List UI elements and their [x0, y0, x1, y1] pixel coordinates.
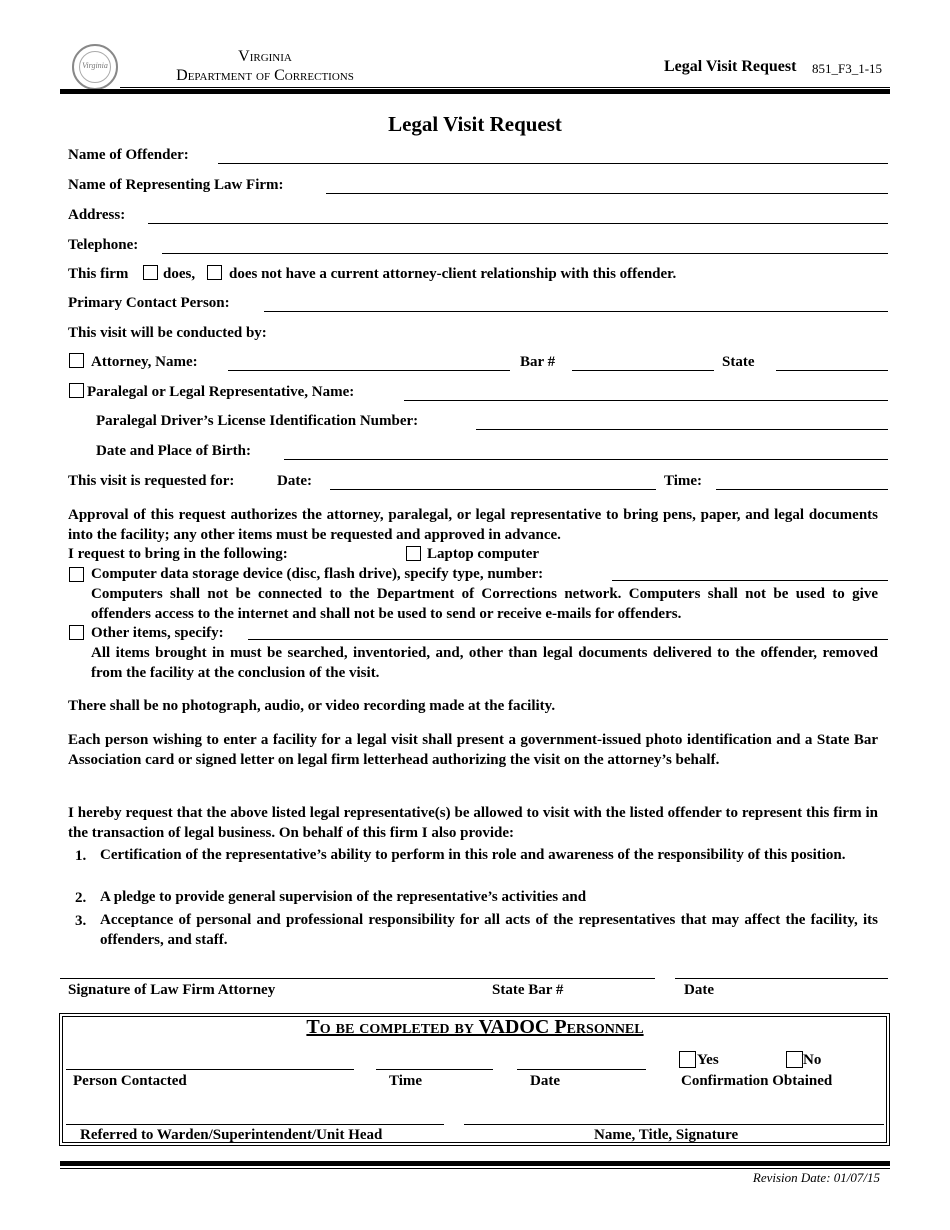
- person-contacted-label: Person Contacted: [73, 1073, 187, 1089]
- attorney-signature-label: Signature of Law Firm Attorney: [68, 982, 276, 998]
- referred-label: Referred to Warden/Superintendent/Unit Head: [80, 1127, 383, 1143]
- requested-for-label: This visit is requested for:: [68, 473, 235, 489]
- paralegal-name-label: Paralegal or Legal Representative, Name:: [87, 384, 355, 400]
- primary-contact-label: Primary Contact Person:: [68, 295, 230, 311]
- signature-date-line[interactable]: [675, 978, 888, 979]
- offender-name-label: Name of Offender:: [68, 147, 189, 163]
- paralegal-license-field[interactable]: [476, 429, 888, 430]
- visit-date-label: Date:: [277, 473, 312, 489]
- telephone-field[interactable]: [162, 253, 888, 254]
- attorney-checkbox[interactable]: [69, 353, 84, 368]
- firm-does-not-checkbox[interactable]: [207, 265, 222, 280]
- request-statement-text: I hereby request that the above listed legal representative(s) be allowed to visit with the listed offender to represent this firm in the transaction of legal business. On behalf of this firm I also provide:: [68, 805, 878, 841]
- revision-date: Revision Date: 01/07/15: [752, 1170, 880, 1185]
- confirmation-yes-checkbox[interactable]: [679, 1051, 696, 1068]
- confirmation-no-label: No: [803, 1052, 822, 1068]
- firm-does-not-label: does not have a current attorney-client relationship with this offender.: [229, 266, 677, 282]
- state-bar-label: State Bar #: [492, 982, 564, 998]
- no-recording-text: There shall be no photograph, audio, or video recording made at the facility.: [68, 698, 556, 714]
- date-place-birth-field[interactable]: [284, 459, 888, 460]
- firm-prefix-label: This firm: [68, 266, 129, 282]
- person-contacted-line[interactable]: [66, 1069, 354, 1070]
- visit-time-field[interactable]: [716, 489, 888, 490]
- paralegal-name-field[interactable]: [404, 400, 888, 401]
- attorney-signature-line[interactable]: [60, 978, 655, 979]
- search-note: All items brought in must be searched, inventoried, and, other than legal documents delivered to the offender, removed from the facility at the conclusion of the visit.: [91, 645, 878, 681]
- provision-1-number: 1.: [75, 848, 87, 864]
- other-items-field[interactable]: [248, 639, 888, 640]
- referred-line[interactable]: [66, 1124, 444, 1125]
- id-requirement-text: Each person wishing to enter a facility for a legal visit shall present a government-issued photo identification and a State Bar Association card or signed letter on legal firm letterhead authorizing the visit on the attorney’s behalf.: [68, 732, 878, 768]
- storage-field[interactable]: [612, 580, 888, 581]
- vadoc-seal-logo: Virginia: [72, 44, 118, 90]
- network-note: Computers shall not be connected to the Department of Corrections network. Computers shall not be used to give offenders access to the internet and shall not be used to send or receive e-mails for offenders.: [91, 586, 878, 622]
- header-thin-rule: [120, 87, 890, 88]
- state-label: State: [722, 354, 755, 370]
- attorney-name-label: Attorney, Name:: [91, 354, 198, 370]
- address-label: Address:: [68, 207, 126, 223]
- request-bring-label: I request to bring in the following:: [68, 546, 288, 562]
- footer-thin-rule: [60, 1168, 890, 1169]
- vadoc-date-label: Date: [530, 1073, 560, 1089]
- provision-3-text: Acceptance of personal and professional responsibility for all acts of the representatives that may affect the facility, its offenders, and staff.: [100, 912, 878, 948]
- laptop-label: Laptop computer: [427, 546, 540, 562]
- firm-does-checkbox[interactable]: [143, 265, 158, 280]
- vadoc-section-title: To be completed by VADOC Personnel: [306, 1016, 644, 1038]
- visit-time-label: Time:: [664, 473, 703, 489]
- header-org-line1: Virginia: [238, 48, 292, 65]
- other-items-label: Other items, specify:: [91, 625, 224, 641]
- firm-does-label: does,: [163, 266, 196, 282]
- address-field[interactable]: [148, 223, 888, 224]
- header-form-code: 851_F3_1-15: [812, 61, 883, 76]
- storage-label: Computer data storage device (disc, flash drive), specify type, number:: [91, 566, 544, 582]
- other-items-checkbox[interactable]: [69, 625, 84, 640]
- state-field[interactable]: [776, 370, 888, 371]
- storage-checkbox[interactable]: [69, 567, 84, 582]
- confirmation-obtained-label: Confirmation Obtained: [681, 1073, 833, 1089]
- telephone-label: Telephone:: [68, 237, 139, 253]
- bar-number-field[interactable]: [572, 370, 714, 371]
- primary-contact-field[interactable]: [264, 311, 888, 312]
- header-form-title: Legal Visit Request: [664, 58, 797, 75]
- signature-date-label: Date: [684, 982, 714, 998]
- bar-number-label: Bar #: [520, 354, 556, 370]
- visit-date-field[interactable]: [330, 489, 656, 490]
- page-title: Legal Visit Request: [388, 112, 562, 136]
- header-org-line2: Department of Corrections: [176, 67, 354, 84]
- confirmation-yes-label: Yes: [697, 1052, 719, 1068]
- header-thick-rule: [60, 89, 890, 94]
- provision-2-number: 2.: [75, 890, 87, 906]
- laptop-checkbox[interactable]: [406, 546, 421, 561]
- confirmation-no-checkbox[interactable]: [786, 1051, 803, 1068]
- name-title-signature-line[interactable]: [464, 1124, 884, 1125]
- name-title-signature-label: Name, Title, Signature: [594, 1127, 739, 1143]
- vadoc-date-line[interactable]: [517, 1069, 646, 1070]
- date-place-birth-label: Date and Place of Birth:: [96, 443, 251, 459]
- law-firm-label: Name of Representing Law Firm:: [68, 177, 284, 193]
- law-firm-field[interactable]: [326, 193, 888, 194]
- attorney-name-field[interactable]: [228, 370, 510, 371]
- offender-name-field[interactable]: [218, 163, 888, 164]
- footer-thick-rule: [60, 1161, 890, 1166]
- paralegal-license-label: Paralegal Driver’s License Identification Number:: [96, 413, 419, 429]
- approval-text: Approval of this request authorizes the attorney, paralegal, or legal representative to bring pens, paper, and legal documents into the facility; any other items must be requested and approved in advance.: [68, 507, 878, 543]
- paralegal-checkbox[interactable]: [69, 383, 84, 398]
- provision-1-text: Certification of the representative’s ability to perform in this role and awareness of the responsibility of this position.: [100, 847, 846, 863]
- vadoc-time-line[interactable]: [376, 1069, 493, 1070]
- provision-3-number: 3.: [75, 913, 87, 929]
- vadoc-time-label: Time: [389, 1073, 423, 1089]
- provision-2-text: A pledge to provide general supervision of the representative’s activities and: [100, 889, 587, 905]
- conducted-by-label: This visit will be conducted by:: [68, 325, 267, 341]
